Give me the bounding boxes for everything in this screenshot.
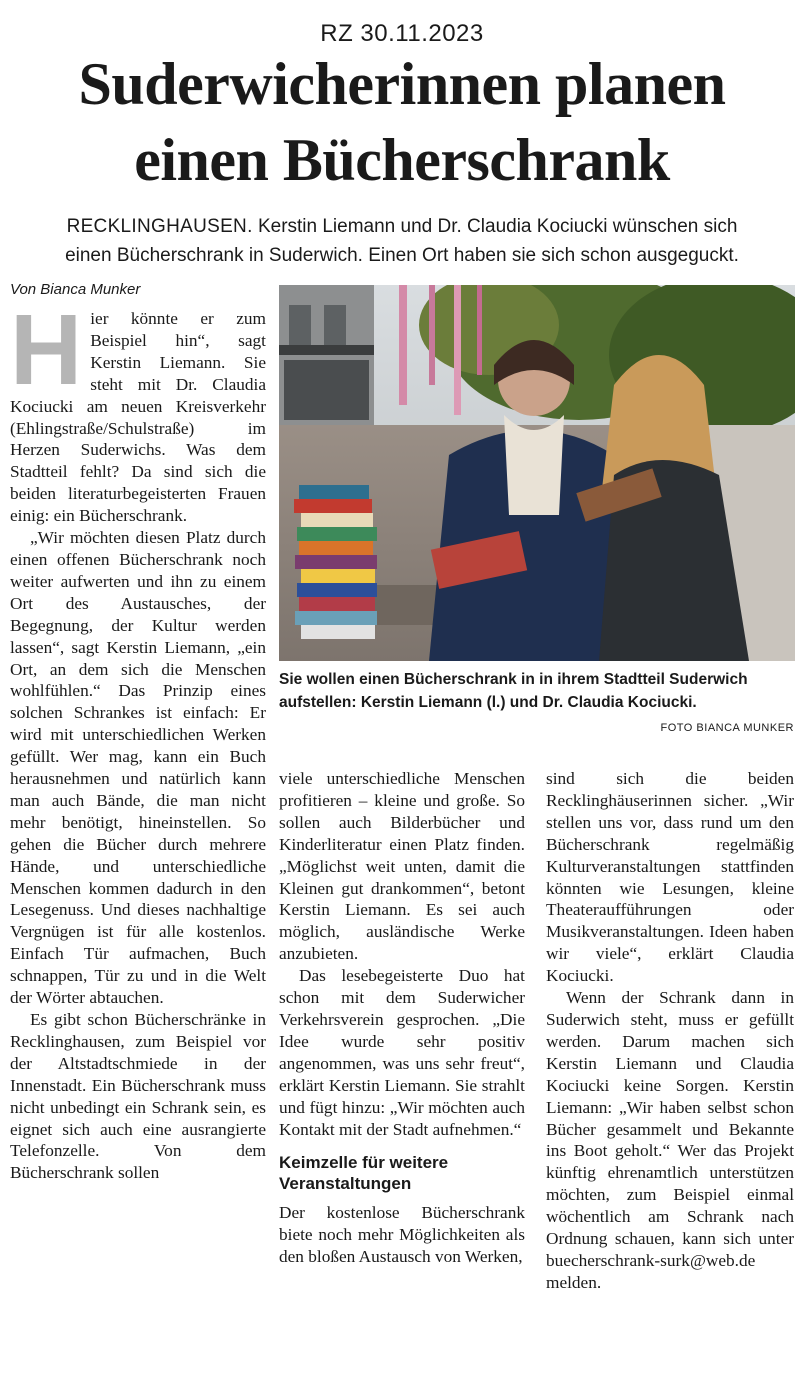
headline-line-1: Suderwicherinnen planen [78,51,726,117]
article-photo [279,285,795,661]
teaser-line-1 [0,212,804,241]
article-paragraph: viele unterschiedliche Menschen profitieren – kleine und große. So sollen auch Bilderbücher und Kinderliteratur einen Platz finden. „Möglichst weit unten, damit die Kleinen gut drankommen“, betont Kerstin Liemann. Es sei auch möglich, ausländische Werke anzubieten. [279,769,525,964]
headline-line-2: einen Bücherschrank [134,127,670,193]
article-paragraph: Das lesebegeisterte Duo hat schon mit dem Suderwicher Verkehrsverein gesprochen. „Die Idee wurde sehr positiv angenommen, was uns sehr freut“, erklärt Kerstin Liemann. Sie strahlt und fügt hinzu: „Wir möchten auch Kontakt mit der Stadt aufnehmen.“ [279,966,525,1139]
teaser [0,212,804,270]
article-paragraph: Wenn der Schrank dann in Suderwich steht, muss er gefüllt werden. Darum machen sich Kerstin Liemann und Claudia Kociucki keine Sorgen. Kerstin Liemann: „Wir haben selbst schon Bücher gesammelt und Bekannte ins Boot geholt.“ Wer das Projekt künftig ehrenamtlich unterstützen möchten, zum Beispiel einmal wöchentlich am Schrank nach Ordnung schauen, kann sich unter buecherschrank-surk@web.de melden. [546,988,794,1292]
article-paragraph: Der kostenlose Bücherschrank biete noch mehr Möglichkeiten als den bloßen Austausch von Werken, [279,1203,525,1267]
article-paragraph: Es gibt schon Bücherschränke in Recklinghausen, zum Beispiel vor der Altstadtschmiede in der Innenstadt. Ein Bücherschrank muss nicht unbedingt ein Schrank sein, es eignet sich auch eine ausrangierte Telefonzelle. Von dem Bücherschrank sollen [10,1010,266,1183]
date-stamp: RZ 30.11.2023 [320,20,484,47]
article-paragraph: sind sich die beiden Recklinghäuserinnen sicher. „Wir stellen uns vor, dass rund um den Bücherschrank regelmäßig Kulturveranstaltungen stattfinden könnten wie Lesungen, kleine Theateraufführungen oder Musikveranstaltungen. Ideen haben wir viele“, erklärt Claudia Kociucki. [546,769,794,986]
photo-caption: Sie wollen einen Bücherschrank in in ihrem Stadtteil Suderwich aufstellen: Kerstin Liemann (l.) und Dr. Claudia Kociucki. [279,671,748,711]
article-column-3 [546,768,794,1294]
article-paragraph: Hier könnte er zum Beispiel hin“, sagt Kerstin Liemann. Sie steht mit Dr. Claudia Kociucki am neuen Kreisverkehr (Ehlingstraße/Schulstraße) im Herzen Suderwichs. Was dem Stadtteil fehlt? Da sind sich die beiden literaturbegeisterten Frauen einig: ein Bücherschrank. [10,294,266,526]
photo-credit: FOTO BIANCA MUNKER [660,722,794,734]
drop-cap: H [10,294,83,406]
article-column-1 [10,294,266,1184]
article-paragraph: „Wir möchten diesen Platz durch einen offenen Bücherschrank noch weiter aufwerten und ihn zu einem Ort des Austausches, der Begegnung, der Kultur werden lassen“, sagt Kerstin Liemann, „ein Ort, an dem sich die Menschen wohlfühlen.“ Das Prinzip eines solchen Schrankes ist einfach: Er wird mit unterschiedlichen Werken gefüllt. Wer mag, kann ein Buch herausnehmen und natürlich kann man auch Bände, die man nicht mehr benötigt, hineinstellen. So gehen die Bücher durch mehrere Hände, und unterschiedliche Menschen kommen dadurch in den Lesegenuss. Und dieses nachhaltige Vergnügen ist für alle kostenlos. Einfach Tür aufmachen, Buch schnappen, Tür zu und in die Welt der Wörter abtauchen. [10,528,266,1008]
teaser-location: RECKLINGHAUSEN. [66,216,253,237]
teaser-line-1-rest: Kerstin Liemann und Dr. Claudia Kociucki wünschen sich [252,216,738,237]
byline: Von Bianca Munker [10,281,141,298]
headline [0,46,804,198]
teaser-line-2: einen Bücherschrank in Suderwich. Einen Ort haben sie sich schon ausgeguckt. [65,245,739,266]
subheading: Keimzelle für weitere Veranstaltungen [279,1153,449,1194]
article-column-2 [279,768,525,1268]
